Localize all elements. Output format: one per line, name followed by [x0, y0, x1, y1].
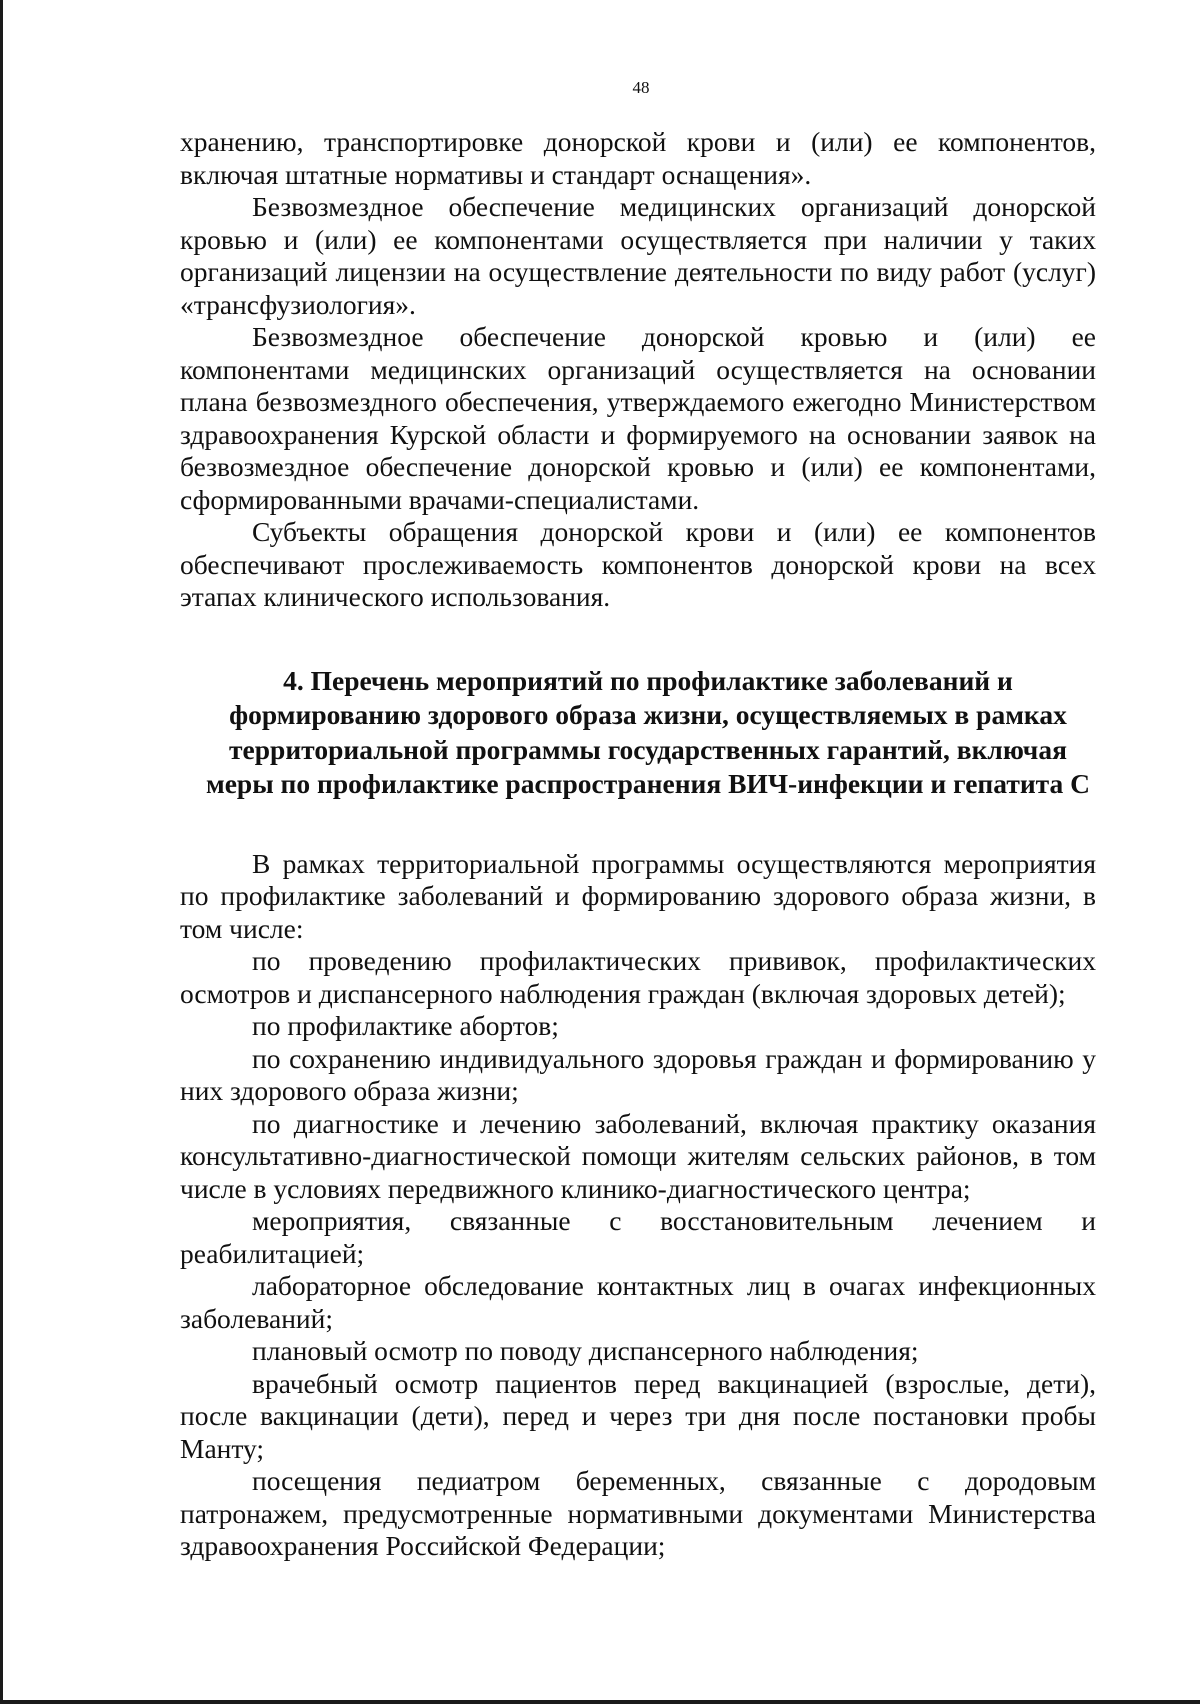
list-item: лабораторное обследование контактных лиц в очагах инфекционных заболеваний; — [180, 1270, 1096, 1334]
list-item: плановый осмотр по поводу диспансерного наблюдения; — [252, 1335, 919, 1366]
list-item: по проведению профилактических прививок, профилактических осмотров и диспансерного наблюдения граждан (включая здоровых детей); — [180, 945, 1096, 1009]
list-item: по профилактике абортов; — [252, 1010, 559, 1041]
scan-bottom-edge — [0, 1700, 1200, 1704]
list-item: по диагностике и лечению заболеваний, включая практику оказания консультативно-диагностической помощи жителям сельских районов, в том числе в условиях передвижного клинико-диагностического центра; — [180, 1107, 1096, 1204]
section-heading — [180, 664, 1096, 802]
paragraph: хранению, транспортировке донорской крови и (или) ее компонентов, включая штатные нормативы и стандарт оснащения». — [180, 126, 1096, 190]
list-item: врачебный осмотр пациентов перед вакцинацией (взрослые, дети), после вакцинации (дети), перед и через три дня после постановки пробы Манту; — [180, 1367, 1096, 1464]
paragraph: Субъекты обращения донорской крови и (или) ее компонентов обеспечивают прослеживаемость компонентов донорской крови на всех этапах клинического использования. — [180, 516, 1096, 612]
section-heading-line: меры по профилактике распространения ВИЧ-инфекции и гепатита С — [205, 768, 1090, 799]
scan-left-edge — [0, 0, 3, 1704]
section-heading-line: 4. Перечень мероприятий по профилактике заболеваний и — [283, 664, 1013, 696]
body-before-heading — [180, 126, 1096, 614]
paragraph: Безвозмездное обеспечение медицинских организаций донорской кровью и (или) ее компонентами осуществляется при наличии у таких организаций лицензии на осуществление деятельности по виду работ (услуг) «трансфузиология». — [180, 191, 1096, 320]
list-item: мероприятия, связанные с восстановительным лечением и реабилитацией; — [180, 1205, 1096, 1269]
list-item: по сохранению индивидуального здоровья граждан и формированию у них здорового образа жизни; — [180, 1042, 1096, 1106]
paragraph: Безвозмездное обеспечение донорской кровью и (или) ее компонентами медицинских организаций осуществляется на основании плана безвозмездного обеспечения, утверждаемого ежегодно Министерством здравоохранения Курской области и формируемого на основании заявок на безвозмездное обеспечение донорской кровью и (или) ее компонентами, сформированными врачами-специалистами. — [180, 321, 1096, 515]
page-number: 48 — [632, 78, 650, 97]
section-heading-line: территориальной программы государственных гарантий, включая — [229, 733, 1067, 765]
list-item: посещения педиатром беременных, связанные с дородовым патронажем, предусмотренные нормативными документами Министерства здравоохранения Российской Федерации; — [180, 1465, 1096, 1561]
paragraph: В рамках территориальной программы осуществляются мероприятия по профилактике заболеваний и формированию здорового образа жизни, в том числе: — [180, 847, 1096, 944]
document-page — [180, 78, 1096, 1563]
section-heading-line: формированию здорового образа жизни, осуществляемых в рамках — [229, 699, 1067, 730]
body-after-heading — [180, 848, 1096, 1563]
